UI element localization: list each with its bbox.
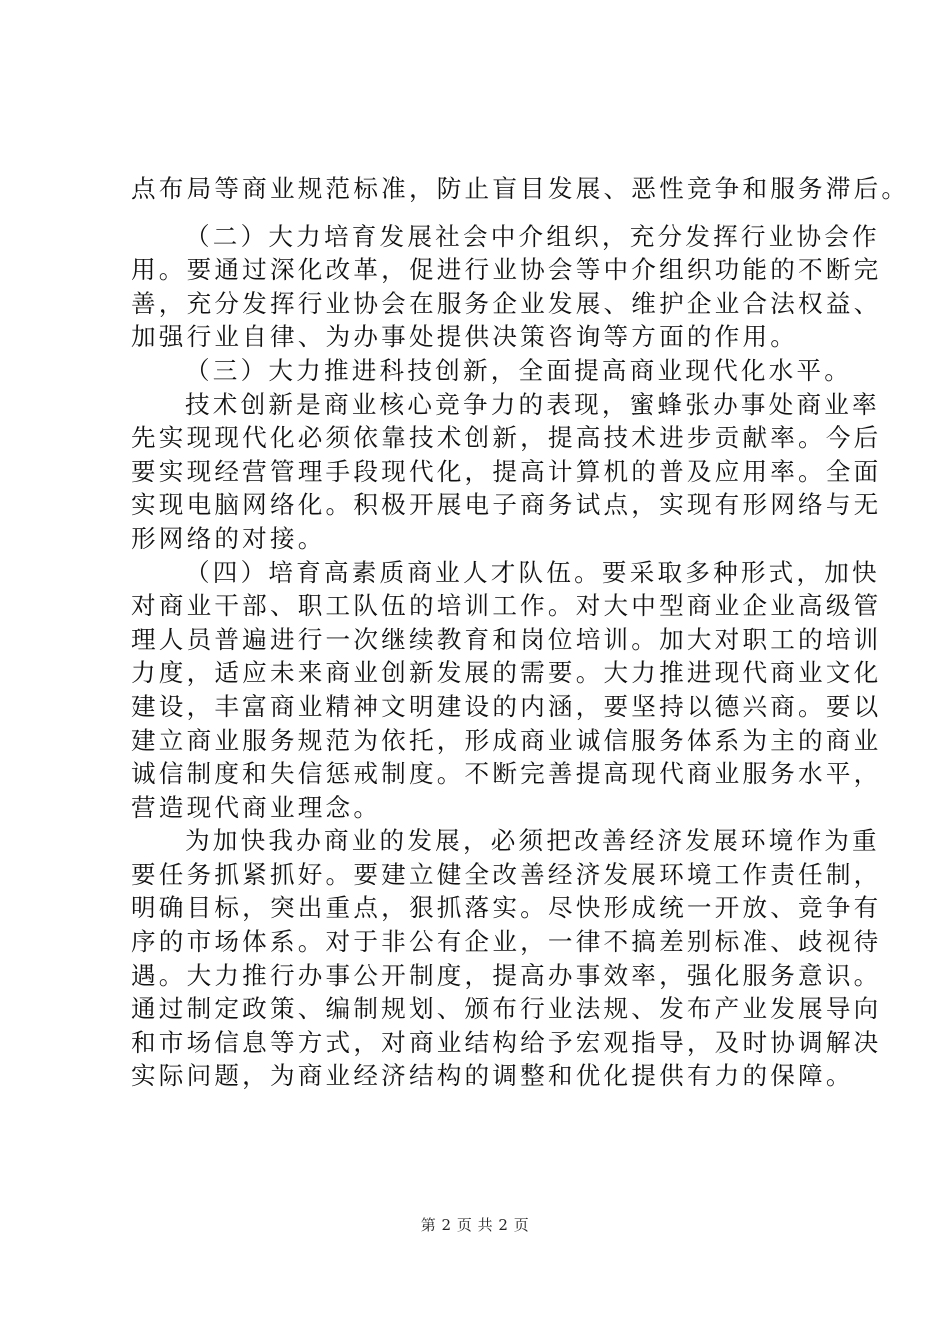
text-line: 实际问题，为商业经济结构的调整和优化提供有力的保障。 [131, 1061, 854, 1091]
text-line: 营造现代商业理念。 [131, 792, 382, 822]
text-line: （四）培育高素质商业人才队伍。要采取多种形式，加快 [185, 557, 880, 587]
text-line: （三）大力推进科技创新，全面提高商业现代化水平。 [185, 355, 853, 385]
text-line: 用。要通过深化改革，促进行业协会等中介组织功能的不断完 [131, 255, 882, 285]
text-line: 对商业干部、职工队伍的培训工作。对大中型商业企业高级管 [131, 591, 882, 621]
text-line: 要实现经营管理手段现代化，提高计算机的普及应用率。全面 [131, 456, 882, 486]
text-line: 点布局等商业规范标准，防止盲目发展、恶性竞争和服务滞后。 [131, 174, 910, 203]
text-line: 技术创新是商业核心竞争力的表现，蜜蜂张办事处商业率 [185, 389, 880, 419]
text-line: 通过制定政策、编制规划、颁布行业法规、发布产业发展导向 [131, 994, 882, 1024]
text-line: 善，充分发挥行业协会在服务企业发展、维护企业合法权益、 [131, 288, 882, 318]
text-line: 力度，适应未来商业创新发展的需要。大力推进现代商业文化 [131, 658, 882, 688]
text-line: 和市场信息等方式，对商业结构给予宏观指导，及时协调解决 [131, 1027, 882, 1057]
text-line: 遇。大力推行办事公开制度，提高办事效率，强化服务意识。 [131, 960, 882, 990]
text-line: 诚信制度和失信惩戒制度。不断完善提高现代商业服务水平， [131, 759, 882, 789]
text-line: 形网络的对接。 [131, 523, 326, 553]
text-line: 加强行业自律、为办事处提供决策咨询等方面的作用。 [131, 322, 799, 352]
paragraph-gap [131, 206, 831, 220]
text-line: 先实现现代化必须依靠技术创新，提高技术进步贡献率。今后 [131, 423, 882, 453]
page-number-footer: 第 2 页 共 2 页 [420, 1216, 530, 1234]
text-line: 建立商业服务规范为依托，形成商业诚信服务体系为主的商业 [131, 725, 882, 755]
text-line: 为加快我办商业的发展，必须把改善经济发展环境作为重 [185, 826, 880, 856]
text-line: 序的市场体系。对于非公有企业，一律不搞差别标准、歧视待 [131, 927, 882, 957]
document-body [131, 172, 910, 1093]
text-line: （二）大力培育发展社会中介组织，充分发挥行业协会作 [185, 221, 880, 251]
text-line: 建设，丰富商业精神文明建设的内涵，要坚持以德兴商。要以 [131, 691, 882, 721]
text-line: 实现电脑网络化。积极开展电子商务试点，实现有形网络与无 [131, 490, 882, 520]
text-line: 明确目标，突出重点，狠抓落实。尽快形成统一开放、竞争有 [131, 893, 882, 923]
text-line: 理人员普遍进行一次继续教育和岗位培训。加大对职工的培训 [131, 624, 882, 654]
text-line: 要任务抓紧抓好。要建立健全改善经济发展环境工作责任制， [131, 859, 882, 889]
